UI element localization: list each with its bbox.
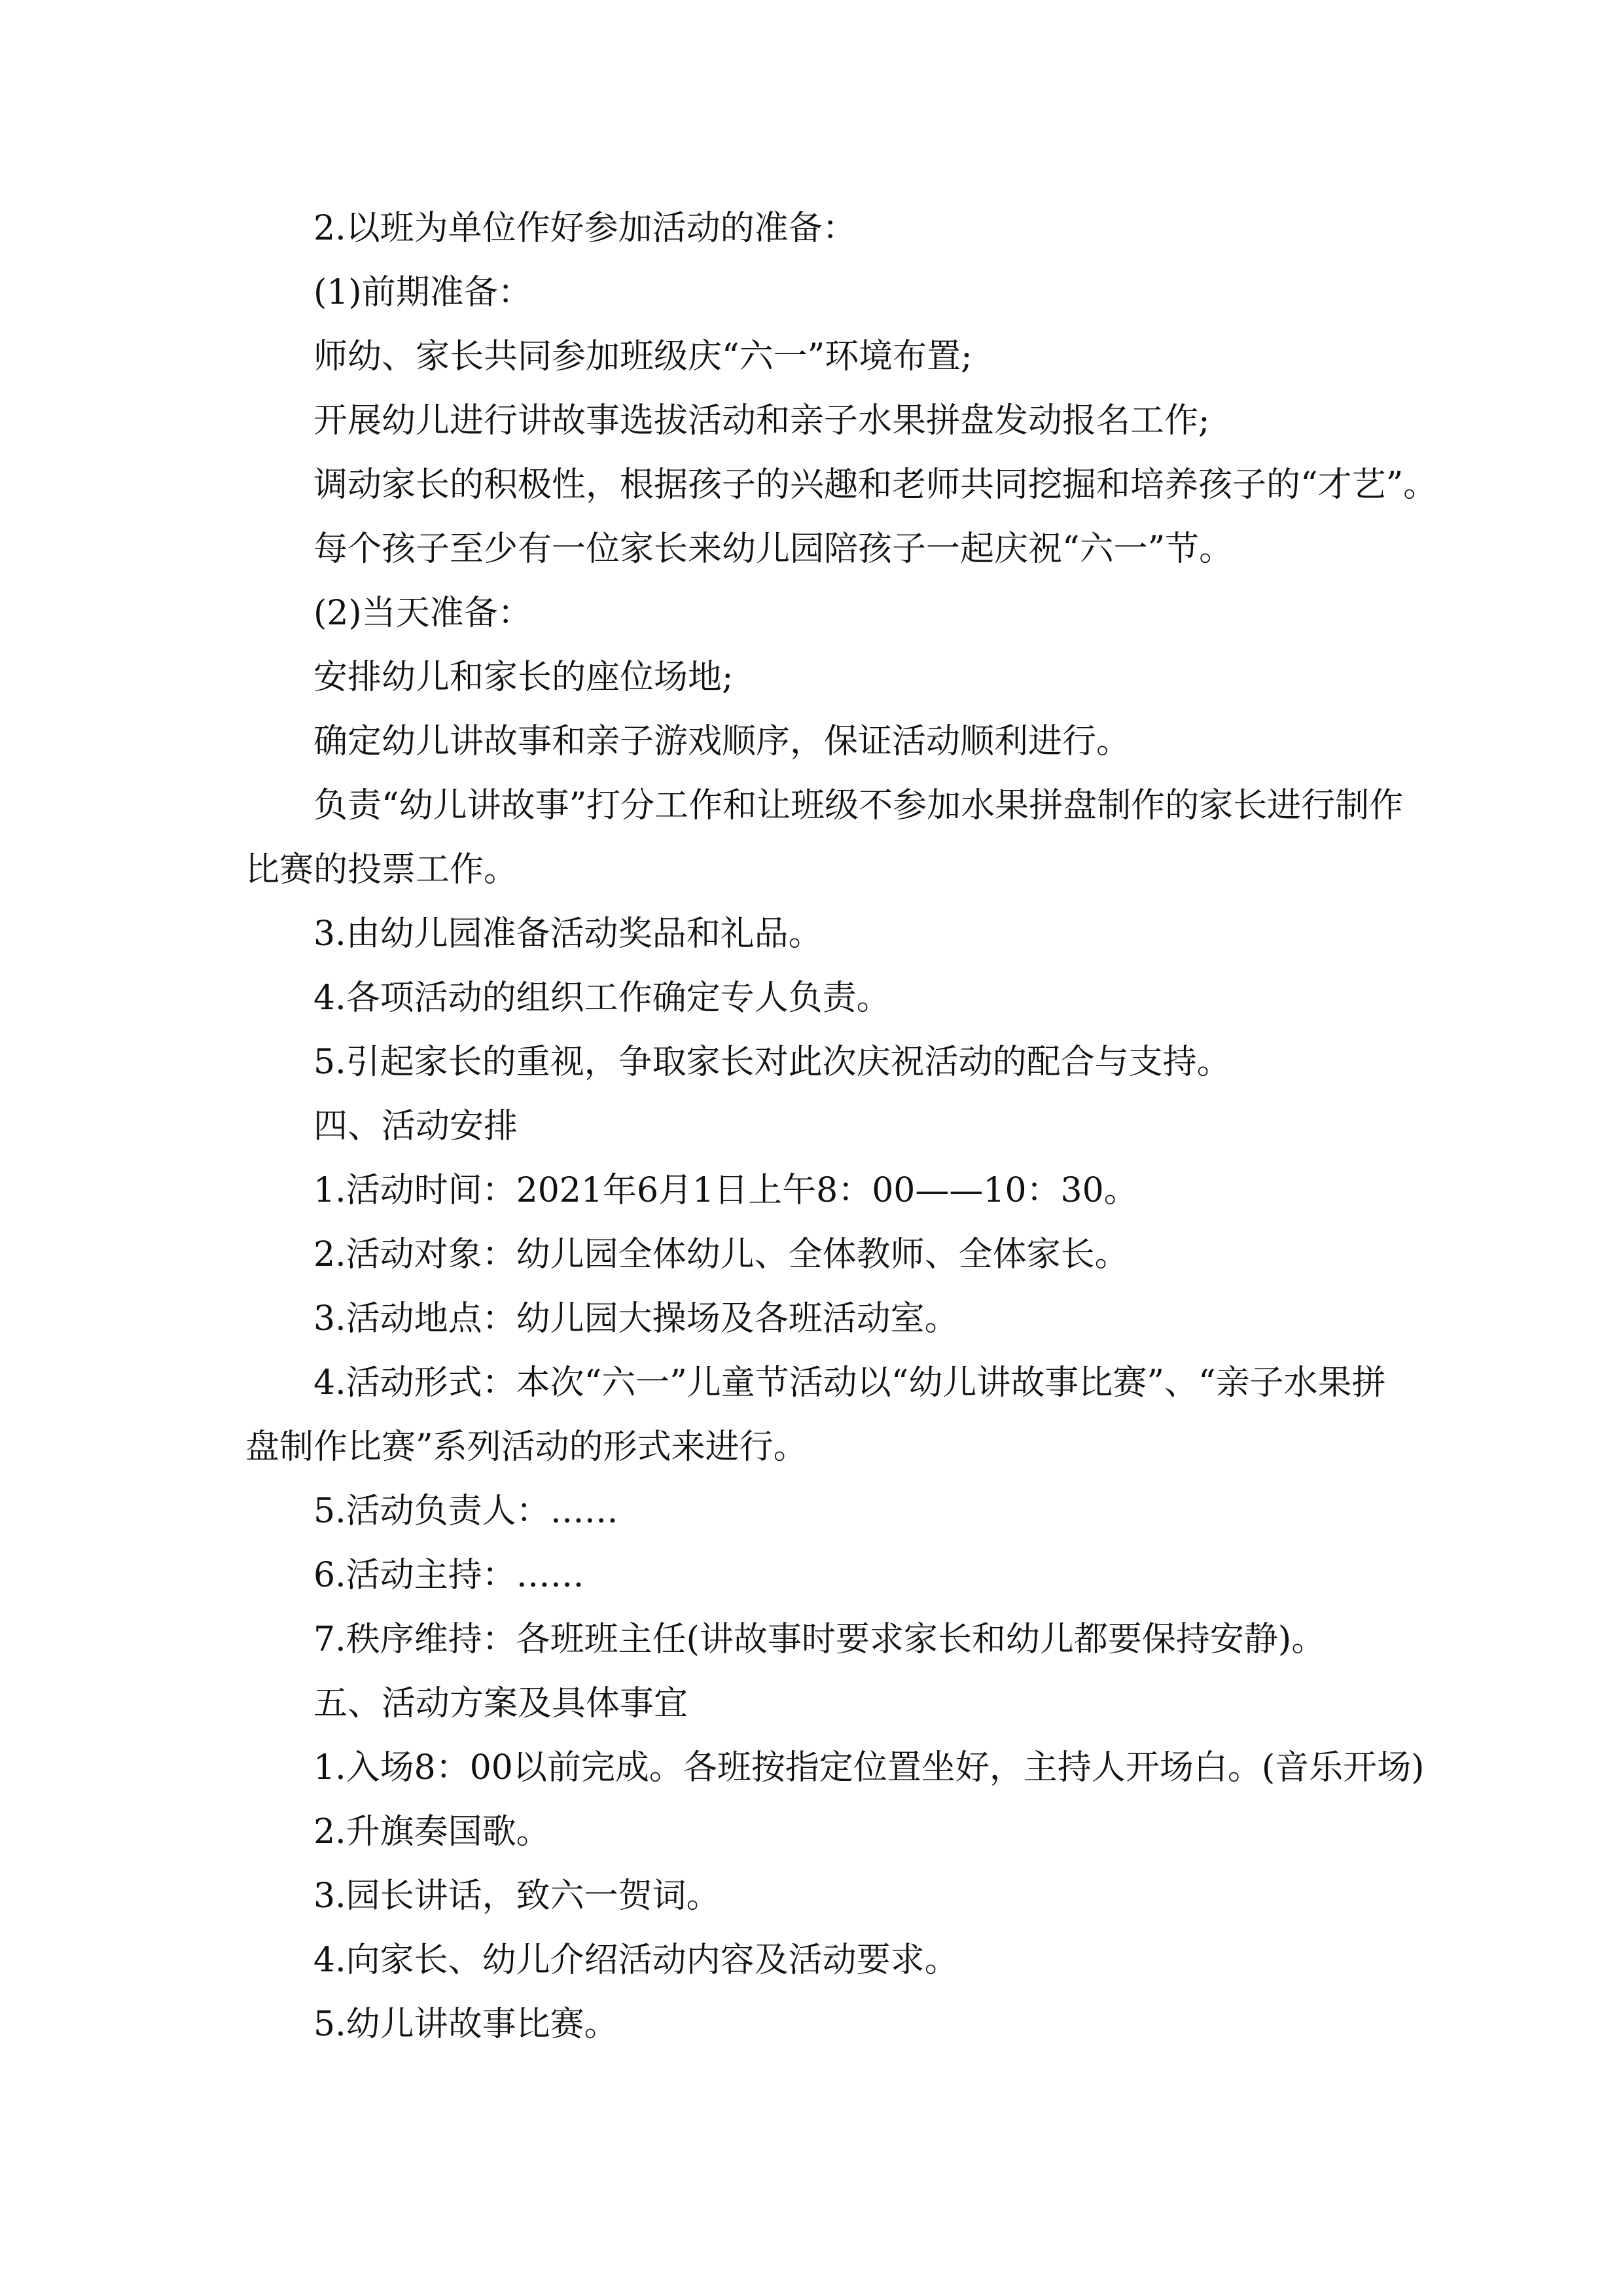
paragraph-person-in-charge: 5.活动负责人：…… bbox=[313, 1492, 618, 1531]
paragraph-format bbox=[245, 1351, 1397, 1479]
paragraph-prizes: 3.由幼儿园准备活动奖品和礼品。 bbox=[313, 914, 823, 954]
paragraph-introduction: 4.向家长、幼儿介绍活动内容及活动要求。 bbox=[313, 1941, 959, 1980]
paragraph-location: 3.活动地点：幼儿园大操场及各班活动室。 bbox=[313, 1299, 959, 1338]
paragraph-order: 确定幼儿讲故事和亲子游戏顺序，保证活动顺利进行。 bbox=[313, 722, 1131, 761]
paragraph-participants: 2.活动对象：幼儿园全体幼儿、全体教师、全体家长。 bbox=[313, 1235, 1129, 1274]
paragraph-format-line-1: 4.活动形式：本次“六一”儿童节活动以“幼儿讲故事比赛”、“亲子水果拼 bbox=[313, 1363, 1386, 1403]
paragraph-time: 1.活动时间：2021年6月1日上午8：00——10：30。 bbox=[313, 1171, 1138, 1210]
section-heading-arrangement: 四、活动安排 bbox=[313, 1107, 518, 1146]
paragraph-principal-speech: 3.园长讲话，致六一贺词。 bbox=[313, 1876, 721, 1916]
section-heading-plan: 五、活动方案及具体事宜 bbox=[313, 1684, 688, 1723]
paragraph-seating: 安排幼儿和家长的座位场地; bbox=[313, 658, 734, 697]
paragraph-entrance: 1.入场8：00以前完成。各班按指定位置坐好，主持人开场白。(音乐开场) bbox=[313, 1748, 1425, 1787]
paragraph-preparation-heading: 2.以班为单位作好参加活动的准备： bbox=[313, 209, 857, 248]
paragraph-story-contest: 5.幼儿讲故事比赛。 bbox=[313, 2005, 618, 2044]
paragraph-parent-motivation: 调动家长的积极性，根据孩子的兴趣和老师共同挖掘和培养孩子的“才艺”。 bbox=[313, 465, 1438, 505]
paragraph-voting-line-1: 负责“幼儿讲故事”打分工作和让班级不参加水果拼盘制作的家长进行制作 bbox=[313, 786, 1404, 825]
paragraph-order-keeping: 7.秩序维持：各班班主任(讲故事时要求家长和幼儿都要保持安静)。 bbox=[313, 1620, 1326, 1659]
paragraph-environment-setup: 师幼、家长共同参加班级庆“六一”环境布置; bbox=[313, 337, 972, 376]
paragraph-format-line-2: 盘制作比赛”系列活动的形式来进行。 bbox=[245, 1427, 808, 1467]
paragraph-story-selection: 开展幼儿进行讲故事选拔活动和亲子水果拼盘发动报名工作; bbox=[313, 401, 1210, 440]
paragraph-early-preparation: (1)前期准备： bbox=[313, 273, 532, 312]
paragraph-parent-support: 5.引起家长的重视，争取家长对此次庆祝活动的配合与支持。 bbox=[313, 1043, 1231, 1082]
document-body bbox=[245, 196, 1438, 2056]
paragraph-organization: 4.各项活动的组织工作确定专人负责。 bbox=[313, 978, 891, 1018]
paragraph-parent-attendance: 每个孩子至少有一位家长来幼儿园陪孩子一起庆祝“六一”节。 bbox=[313, 529, 1234, 569]
paragraph-flag-raising: 2.升旗奏国歌。 bbox=[313, 1812, 550, 1852]
paragraph-day-preparation: (2)当天准备： bbox=[313, 594, 532, 633]
paragraph-voting bbox=[245, 774, 1404, 902]
paragraph-voting-line-2: 比赛的投票工作。 bbox=[245, 850, 518, 889]
paragraph-host: 6.活动主持：…… bbox=[313, 1556, 584, 1595]
